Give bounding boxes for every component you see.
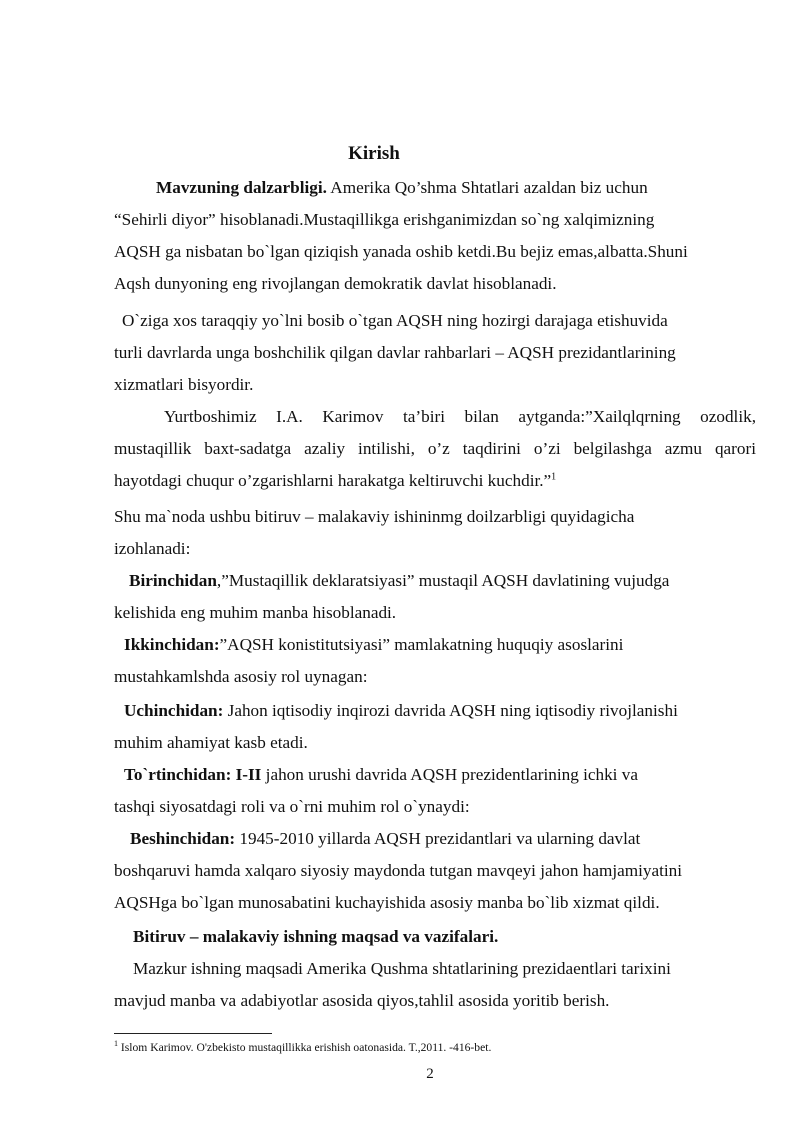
list-item xyxy=(124,634,623,656)
relevance-heading: Mavzuning dalzarbligi. xyxy=(156,178,327,197)
paragraph-line: “Sehirli diyor” hisoblanadi.Mustaqillikga erishganimizdan so`ng xalqimizning xyxy=(114,210,655,229)
list-item-continuation: tashqi siyosatdagi roli va o`rni muhim rol o`ynaydi: xyxy=(114,797,470,816)
footnote-text: Islom Karimov. O'zbekisto mustaqillikka erishish oatonasida. T.,2011. -416-bet. xyxy=(118,1041,492,1054)
footnote-reference: 1 xyxy=(551,471,557,483)
paragraph-line: xizmatlari bisyordir. xyxy=(114,375,254,394)
list-item-label: Birinchidan xyxy=(129,571,217,590)
quote-text: hayotdagi chuqur o’zgarishlarni harakatga keltiruvchi kuchdir.” xyxy=(114,471,552,490)
list-item-text: ,”Mustaqillik deklaratsiyasi” mustaqil AQSH davlatining vujudga xyxy=(216,571,670,590)
list-item-label: Beshinchidan: xyxy=(130,829,236,848)
list-item-text: Jahon iqtisodiy inqirozi davrida AQSH ning iqtisodiy rivojlanishi xyxy=(223,701,678,720)
footnote-mark: 1 xyxy=(114,1039,118,1049)
footnote xyxy=(114,1041,491,1054)
quote-line: Yurtboshimiz I.A. Karimov ta’biri bilan aytganda:”Xailqlqrning ozodlik, xyxy=(164,407,756,426)
list-item-label: To`rtinchidan: I-II xyxy=(124,765,262,784)
quote-line xyxy=(114,470,556,492)
list-item-label: Uchinchidan: xyxy=(124,701,224,720)
list-item-continuation: boshqaruvi hamda xalqaro siyosiy maydonda tutgan mavqeyi jahon hamjamiyatini xyxy=(114,861,683,880)
list-item-text: 1945-2010 yillarda AQSH prezidantlari va ularning davlat xyxy=(235,829,641,848)
list-item xyxy=(124,700,678,722)
paragraph-line: turli davrlarda unga boshchilik qilgan davlar rahbarlari – AQSH prezidantlarining xyxy=(114,343,676,362)
list-item-text: jahon urushi davrida AQSH prezidentlarining ichki va xyxy=(261,765,638,784)
paragraph-text: Amerika Qo’shma Shtatlari azaldan biz uchun xyxy=(326,178,648,197)
list-item xyxy=(124,764,638,786)
page-title: Kirish xyxy=(348,143,400,164)
quote-line: mustaqillik baxt-sadatga azaliy intilishi, o’z taqdirini o’zi belgilashga azmu qarori xyxy=(114,439,756,458)
list-item-continuation: mustahkamlshda asosiy rol uynagan: xyxy=(114,667,368,686)
paragraph-line: Aqsh dunyoning eng rivojlangan demokratik davlat hisoblanadi. xyxy=(114,274,557,293)
list-item-text: ”AQSH konistitutsiyasi” mamlakatning huquqiy asoslarini xyxy=(219,635,624,654)
footnote-divider xyxy=(114,1033,272,1034)
section-heading: Bitiruv – malakaviy ishning maqsad va vazifalari. xyxy=(133,927,499,946)
list-item-continuation: kelishida eng muhim manba hisoblanadi. xyxy=(114,603,397,622)
list-item-continuation: muhim ahamiyat kasb etadi. xyxy=(114,733,308,752)
paragraph-line: mavjud manba va adabiyotlar asosida qiyos,tahlil asosida yoritib berish. xyxy=(114,991,610,1010)
list-item-label: Ikkinchidan: xyxy=(124,635,220,654)
page-number: 2 xyxy=(426,1066,434,1082)
paragraph-line: O`ziga xos taraqqiy yo`lni bosib o`tgan AQSH ning hozirgi darajaga etishuvida xyxy=(122,311,668,330)
paragraph-line: izohlanadi: xyxy=(114,539,191,558)
paragraph-line: AQSH ga nisbatan bo`lgan qiziqish yanada oshib ketdi.Bu bejiz emas,albatta.Shuni xyxy=(114,242,688,261)
paragraph-line xyxy=(156,177,648,199)
paragraph-line: Shu ma`noda ushbu bitiruv – malakaviy ishininmg doilzarbligi quyidagicha xyxy=(114,507,635,526)
list-item-continuation: AQSHga bo`lgan munosabatini kuchayishida asosiy manba bo`lib xizmat qildi. xyxy=(114,893,660,912)
paragraph-line: Mazkur ishning maqsadi Amerika Qushma shtatlarining prezidaentlari tarixini xyxy=(133,959,671,978)
list-item xyxy=(129,570,669,592)
list-item xyxy=(130,828,640,850)
